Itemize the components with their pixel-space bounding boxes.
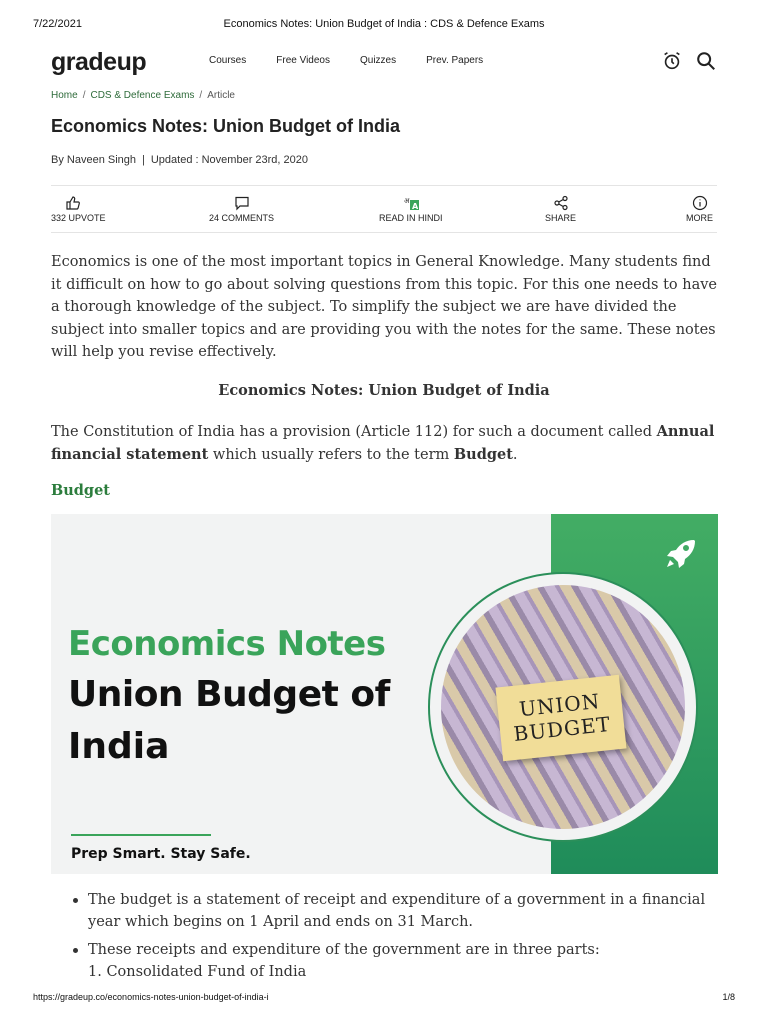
byline-separator: | xyxy=(142,154,145,166)
upvote-count: 332 UPVOTE xyxy=(51,213,106,223)
rocket-icon xyxy=(664,536,698,570)
svg-text:अ: अ xyxy=(403,197,410,205)
read-in-hindi-label: READ IN HINDI xyxy=(379,213,443,223)
author-link[interactable]: By Naveen Singh xyxy=(51,154,136,166)
updated-date: Updated : November 23rd, 2020 xyxy=(150,154,309,166)
upvote-button[interactable] xyxy=(51,195,106,223)
translate-icon xyxy=(403,195,419,211)
article-byline xyxy=(51,154,308,166)
constitution-text-middle: which usually refers to the term xyxy=(208,446,454,463)
menu-item-prev-papers[interactable]: Prev. Papers xyxy=(426,55,484,66)
page-count: 1/8 xyxy=(722,992,735,1002)
budget-bullet-list xyxy=(51,889,717,989)
info-icon xyxy=(692,195,708,211)
print-page-title: Economics Notes: Union Budget of India : CDS & Defence Exams xyxy=(223,18,545,30)
menu-item-courses[interactable]: Courses xyxy=(209,55,247,66)
print-url: https://gradeup.co/economics-notes-union-budget-of-india-i xyxy=(33,992,269,1002)
menu-item-free-videos[interactable]: Free Videos xyxy=(276,55,330,66)
more-button[interactable] xyxy=(686,195,713,223)
section-heading: Economics Notes: Union Budget of India xyxy=(218,382,550,399)
nav-icon-group xyxy=(661,50,717,72)
print-footer xyxy=(33,992,735,1006)
alarm-clock-icon[interactable] xyxy=(661,50,683,72)
banner-tagline: Prep Smart. Stay Safe. xyxy=(71,846,251,862)
comment-icon xyxy=(234,195,250,211)
more-label: MORE xyxy=(686,213,713,223)
svg-text:A: A xyxy=(411,202,418,211)
thumbs-up-icon xyxy=(65,195,81,211)
banner-title-line2: Union Budget of xyxy=(68,674,390,715)
article-action-bar xyxy=(51,185,717,233)
note-line-budget: BUDGET xyxy=(512,711,612,746)
print-date: 7/22/2021 xyxy=(33,18,82,30)
intro-paragraph: Economics is one of the most important topics in General Knowledge. Many students find it difficult on how to go about solving questions from this topic. For this one needs to have a thorough knowledge of the subject. To simplify the subject we are have divided the subject into smaller topics and are providing you with the notes for the same. These notes will help you revise effectively. xyxy=(51,254,718,360)
share-button[interactable] xyxy=(545,195,576,223)
constitution-text-end: . xyxy=(512,446,518,463)
comments-button[interactable] xyxy=(209,195,274,223)
comments-count: 24 COMMENTS xyxy=(209,213,275,223)
menu-item-quizzes[interactable]: Quizzes xyxy=(360,55,397,66)
budget-term: Budget xyxy=(453,445,513,463)
note-line-union: UNION xyxy=(518,688,602,722)
breadcrumb-category[interactable]: CDS & Defence Exams xyxy=(90,90,195,101)
bullet-text: These receipts and expenditure of the government are in three parts: xyxy=(88,942,600,958)
top-navbar xyxy=(51,44,717,80)
annual-financial-statement-term: Annual financial statement xyxy=(51,423,715,463)
list-item xyxy=(51,889,717,933)
constitution-paragraph xyxy=(51,421,717,466)
union-budget-note xyxy=(495,675,626,762)
main-menu xyxy=(209,55,513,66)
breadcrumb-separator: / xyxy=(82,90,86,101)
page-title: Economics Notes: Union Budget of India xyxy=(51,116,401,136)
list-item xyxy=(51,939,717,983)
banner-title-line1: Economics Notes xyxy=(68,624,386,664)
gradeup-logo[interactable]: gradeup xyxy=(51,48,147,76)
breadcrumb xyxy=(51,90,235,101)
banner-divider xyxy=(71,834,211,836)
share-icon xyxy=(553,195,569,211)
banner-title-line3: India xyxy=(68,726,170,767)
bullet-subitem: 1. Consolidated Fund of India xyxy=(88,964,307,980)
print-header xyxy=(33,18,735,32)
constitution-text-start: The Constitution of India has a provision (Article 112) for such a document called xyxy=(51,424,657,440)
breadcrumb-home[interactable]: Home xyxy=(51,90,78,101)
share-label: SHARE xyxy=(545,213,577,223)
article-banner-image xyxy=(51,514,718,874)
breadcrumb-separator: / xyxy=(199,90,203,101)
breadcrumb-current: Article xyxy=(207,90,235,101)
bullet-text: The budget is a statement of receipt and expenditure of a government in a financial year which begins on 1 April and ends on 31 March. xyxy=(88,892,706,930)
budget-heading: Budget xyxy=(51,482,110,499)
search-icon[interactable] xyxy=(695,50,717,72)
read-in-hindi-button[interactable] xyxy=(379,195,443,223)
